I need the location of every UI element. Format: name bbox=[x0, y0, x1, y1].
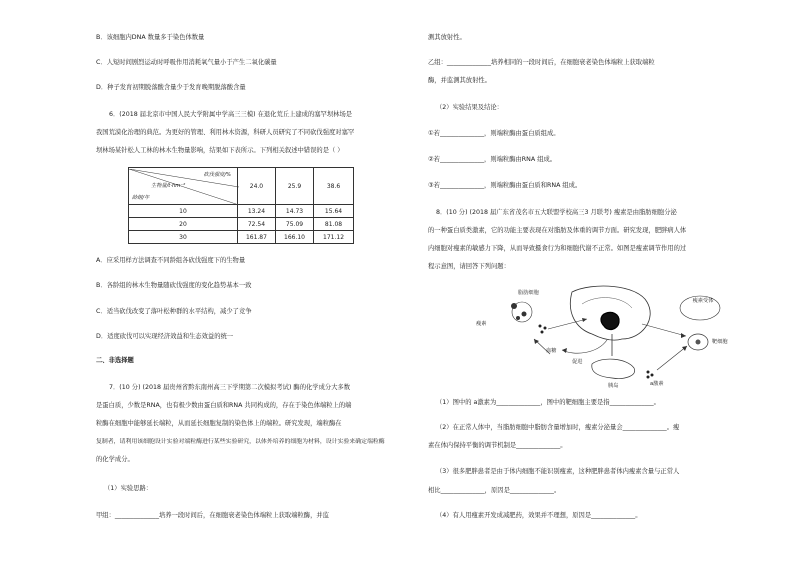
q8-part3-line1: （3）很多肥胖患者是由于体内细胞不能识别瘦素，这种肥胖患者体内瘦素含量与正常人 bbox=[436, 468, 680, 475]
q7-line4: 复制者，请利用该细胞设计实验对端粒酶进行某些实验研究，以体外培养的细胞为材料，设计实验来确定端粒酶 bbox=[96, 439, 385, 445]
biomass-table bbox=[128, 167, 354, 244]
fig-label-blood-sugar: 血糖 bbox=[546, 348, 557, 354]
result-1: ①若______________，则端粒酶由蛋白质组成。 bbox=[428, 130, 560, 137]
q7-sub-heading: （1）实验思路： bbox=[104, 485, 153, 492]
header-cut-intensity: 砍伐强度/% bbox=[203, 172, 231, 178]
option-c-prev: C．人短时间剧烈运动时呼吸作用消耗氧气量小于产生二氧化碳量 bbox=[96, 59, 277, 66]
table-cell: 14.73 bbox=[275, 205, 313, 218]
table-col-header: 38.6 bbox=[314, 168, 354, 205]
header-biomass: 生物量/t·hm⁻² bbox=[151, 183, 186, 189]
q6-option-b: B．各龄组的林木生物量随砍伐强度的变化趋势基本一致 bbox=[96, 282, 252, 289]
fig-label-promote: 促进 bbox=[572, 359, 583, 365]
header-age: 龄组/年 bbox=[132, 195, 150, 201]
q8-part2-line2: 素在体内保持平衡的调节机制是______________。 bbox=[428, 442, 567, 449]
leptin-diagram bbox=[462, 284, 732, 394]
table-cell-age: 20 bbox=[129, 218, 238, 231]
q6-line2: 我国荒漠化治理的典范。为更好的管理、利用林木资源，科研人员研究了不同砍伐强度对塞罕 bbox=[96, 129, 355, 136]
q8-part2-line1: （2）在正常人体中，当脂肪细胞中脂肪含量增加时，瘦素分泌量会______________。瘦 bbox=[436, 424, 680, 431]
q8-part1: （1）图中的 a激素为______________，图中的靶细胞主要是指______________。 bbox=[436, 399, 660, 406]
q8-line1: 8．(10 分) (2018 届广东省茂名市五大联盟学校高三3 月联考) 瘦素是由脂肪细胞分泌 bbox=[436, 209, 677, 216]
table-row bbox=[129, 231, 354, 244]
table-cell: 81.08 bbox=[314, 218, 354, 231]
fig-label-target-cell: 靶细胞 bbox=[712, 339, 728, 345]
group-yi-line1: 乙组：______________培养相同的一段时间后，在细胞衰老染色体端粒上获取端粒 bbox=[428, 59, 655, 66]
result-3: ③若______________，则端粒酶由蛋白质和RNA 组成。 bbox=[428, 182, 582, 189]
table-row bbox=[129, 218, 354, 231]
table-row bbox=[129, 205, 354, 218]
results-heading: （2）实验结果及结论： bbox=[436, 104, 503, 111]
q8-part3-line2: 相比______________，原因是______________。 bbox=[428, 487, 561, 494]
q6-option-c: C．适当砍伐改变了落叶松种群的水平结构，减少了竞争 bbox=[96, 308, 252, 315]
table-col-header: 25.9 bbox=[275, 168, 313, 205]
q8-line4: 程示意图，请回答下列问题： bbox=[428, 263, 510, 270]
section-heading: 二、非选择题 bbox=[96, 357, 134, 364]
q7-line1: 7．(10 分) (2018 届贵州省黔东南州高三下学期第二次模拟考试) 酶的化学成分大多数 bbox=[109, 384, 351, 391]
q6-line3: 坝林场某针松人工林的林木生物量影响，结果如下表所示。下列相关叙述中错误的是（ ） bbox=[96, 147, 344, 154]
table-cell: 161.87 bbox=[237, 231, 275, 244]
q7-line3: 粒酶在细胞中能够延长端粒，从而延长细胞复制的染色体上的端粒。研究发现，端粒酶在 bbox=[96, 420, 342, 427]
q7-group-jia: 甲组：______________培养一段时间后，在细胞衰老染色体端粒上获取端粒酶，并监 bbox=[96, 512, 329, 519]
fig-label-fat-cell: 脂肪细胞 bbox=[518, 290, 539, 296]
r-line1: 测其放射性。 bbox=[428, 34, 466, 41]
pancreas-icon bbox=[592, 359, 635, 378]
option-d-prev: D．种子发育初期脱落酸含量少于发育晚期脱落酸含量 bbox=[96, 84, 246, 91]
table-col-header: 24.0 bbox=[237, 168, 275, 205]
q8-line2: 的一种蛋白质类激素，它的功能主要表现在对脂肪及体重的调节方面。研究发现，肥胖病人体 bbox=[428, 227, 687, 234]
q7-line5: 的化学成分。 bbox=[96, 456, 134, 463]
q6-option-a: A．应采用样方法调查不同龄组各砍伐强度下的生物量 bbox=[96, 257, 246, 264]
fig-label-islet: 胰岛 bbox=[608, 383, 619, 389]
q7-line2: 是蛋白质，少数是RNA，也有极少数由蛋白质和RNA 共同构成的，存在于染色体端粒上的端 bbox=[96, 402, 352, 409]
fig-label-receptor: 瘦素受体 bbox=[692, 298, 714, 304]
q6-option-d: D．适度砍伐可以实现经济效益和生态效益的统一 bbox=[96, 333, 234, 340]
table-cell: 171.12 bbox=[314, 231, 354, 244]
table-cell: 72.54 bbox=[237, 218, 275, 231]
table-cell-age: 10 bbox=[129, 205, 238, 218]
table-cell: 13.24 bbox=[237, 205, 275, 218]
table-cell: 166.10 bbox=[275, 231, 313, 244]
option-b-prev: B．该细胞内DNA 数量多于染色体数量 bbox=[96, 34, 205, 41]
result-2: ②若______________，则端粒酶由RNA 组成。 bbox=[428, 156, 557, 163]
q8-part4: （4）有人用瘦素开发成减肥药，效果并不理想，原因是______________。 bbox=[436, 512, 642, 519]
table-cell-age: 30 bbox=[129, 231, 238, 244]
group-yi-line2: 酶，并监测其放射性。 bbox=[428, 77, 491, 84]
table-cell: 75.09 bbox=[275, 218, 313, 231]
fig-label-a-hormone: a激素 bbox=[650, 381, 664, 387]
fig-label-leptin: 瘦素 bbox=[476, 321, 487, 327]
table-cell: 15.64 bbox=[314, 205, 354, 218]
q8-line3: 内细胞对瘦素的敏感力下降，从而导致摄食行为和细胞代谢不正常。如图是瘦素调节作用的过 bbox=[428, 245, 687, 252]
q6-line1: 6．(2018 届北京市中国人民大学附属中学高三三模) 在退化荒丘上建成的塞罕坝林场是 bbox=[109, 111, 353, 118]
table-diagonal-header bbox=[129, 168, 238, 205]
hypothalamus-icon bbox=[601, 312, 619, 329]
